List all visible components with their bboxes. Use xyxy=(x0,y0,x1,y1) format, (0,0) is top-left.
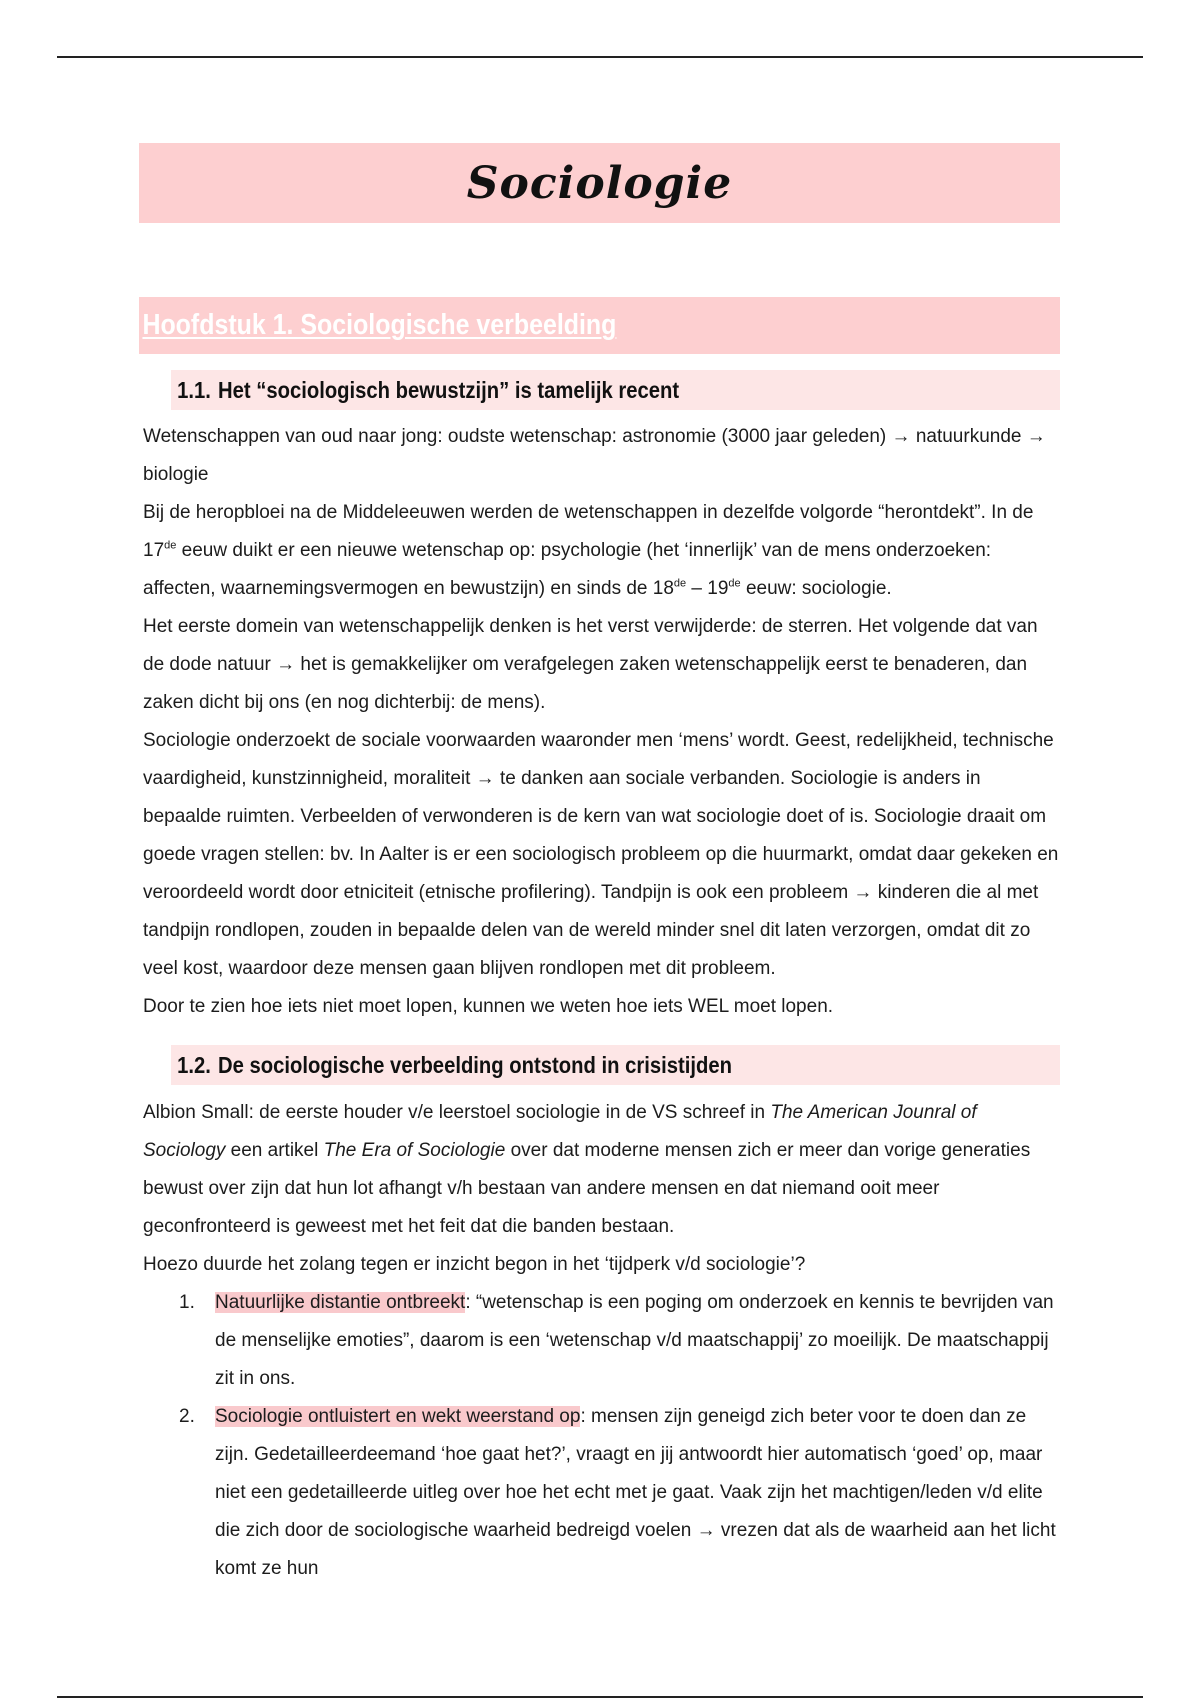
section-number: 1.2. xyxy=(177,1051,211,1078)
paragraph: Hoezo duurde het zolang tegen er inzicht begon in het ‘tijdperk v/d sociologie’? xyxy=(143,1254,806,1275)
chapter-heading: Hoofdstuk 1. Sociologische verbeelding xyxy=(142,309,617,341)
paragraph: Het eerste domein van wetenschappelijk denken is het verst verwijderde: de sterren. Het volgende dat van de dode natuur → het is gemakkelijker om verafgelegen zaken wetenschappelijk eerst te benaderen, dan zaken dicht bij ons (en nog dichterbij: de mens). xyxy=(143,616,1038,713)
paragraph: Bij de heropbloei na de Middeleeuwen werden de wetenschappen in dezelfde volgorde “herontdekt”. In de 17de eeuw duikt er een nieuwe wetenschap op: psychologie (het ‘innerlijk’ van de mens onderzoeken: affecten, waarnemingsvermogen en bewustzijn) en sinds de 18de – 19de eeuw: sociologie. xyxy=(143,502,1034,599)
bottom-rule xyxy=(57,1696,1143,1698)
numbered-list xyxy=(143,1284,1063,1588)
article-title: The Era of Sociologie xyxy=(323,1140,506,1161)
journal-title: The American Jounral of Sociology xyxy=(143,1102,977,1161)
top-rule xyxy=(57,56,1143,58)
title-banner xyxy=(139,143,1060,223)
paragraph: Albion Small: de eerste houder v/e leerstoel sociologie in de VS schreef in The American Jounral of Sociology een artikel The Era of Sociologie over dat moderne mensen zich er meer dan vorige generaties bewust over zijn dat hun lot afhangt v/h bestaan van andere mensen en dat niemand ooit meer geconfronteerd is geweest met het feit dat die banden bestaan. xyxy=(143,1102,1031,1237)
section-heading-1-1 xyxy=(171,370,1060,410)
list-item: 2. Sociologie ontluistert en wekt weerstand op: mensen zijn geneigd zich beter voor te doen dan ze zijn. Gedetailleerdeemand ‘hoe gaat het?’, vraagt en jij antwoordt hier automatisch ‘goed’ op, maar niet een gedetailleerde uitleg over hoe het echt met je gaat. Vaak zijn het machtigen/leden v/d elite die zich door de sociologische waarheid bedreigd voelen → vrezen dat als de waarheid aan het licht komt ze hun xyxy=(143,1398,1063,1588)
highlighted-term: Sociologie ontluistert en wekt weerstand op xyxy=(215,1406,581,1427)
section-1-1-body xyxy=(143,418,1063,1026)
list-number: 1. xyxy=(179,1292,195,1313)
section-number: 1.1. xyxy=(177,376,211,403)
section-title: De sociologische verbeelding ontstond in crisistijden xyxy=(217,1051,732,1078)
list-item: 1. Natuurlijke distantie ontbreekt: “wetenschap is een poging om onderzoek en kennis te bevrijden van de menselijke emoties”, daarom is een ‘wetenschap v/d maatschappij’ zo moeilijk. De maatschappij zit in ons. xyxy=(143,1284,1063,1398)
paragraph: Door te zien hoe iets niet moet lopen, kunnen we weten hoe iets WEL moet lopen. xyxy=(143,996,834,1017)
section-heading-1-2 xyxy=(171,1045,1060,1085)
document-title: Sociologie xyxy=(466,157,733,209)
paragraph: Sociologie onderzoekt de sociale voorwaarden waaronder men ‘mens’ wordt. Geest, redelijkheid, technische vaardigheid, kunstzinnigheid, moraliteit → te danken aan sociale verbanden. Sociologie is anders in bepaalde ruimten. Verbeelden of verwonderen is de kern van wat sociologie doet of is. Sociologie draait om goede vragen stellen: bv. In Aalter is er een sociologisch probleem op die huurmarkt, omdat daar gekeken en veroordeeld wordt door etniciteit (etnische profilering). Tandpijn is ook een probleem → kinderen die al met tandpijn rondlopen, zouden in bepaalde delen van de wereld minder snel dit laten verzorgen, omdat dit zo veel kost, waardoor deze mensen gaan blijven rondlopen met dit probleem. xyxy=(143,730,1059,979)
list-number: 2. xyxy=(179,1406,195,1427)
section-1-2-body xyxy=(143,1094,1063,1284)
highlighted-term: Natuurlijke distantie ontbreekt xyxy=(215,1292,466,1313)
paragraph: Wetenschappen van oud naar jong: oudste wetenschap: astronomie (3000 jaar geleden) → natuurkunde → biologie xyxy=(143,426,1046,485)
section-title: Het “sociologisch bewustzijn” is tamelijk recent xyxy=(217,376,680,403)
chapter-banner xyxy=(139,297,1060,354)
